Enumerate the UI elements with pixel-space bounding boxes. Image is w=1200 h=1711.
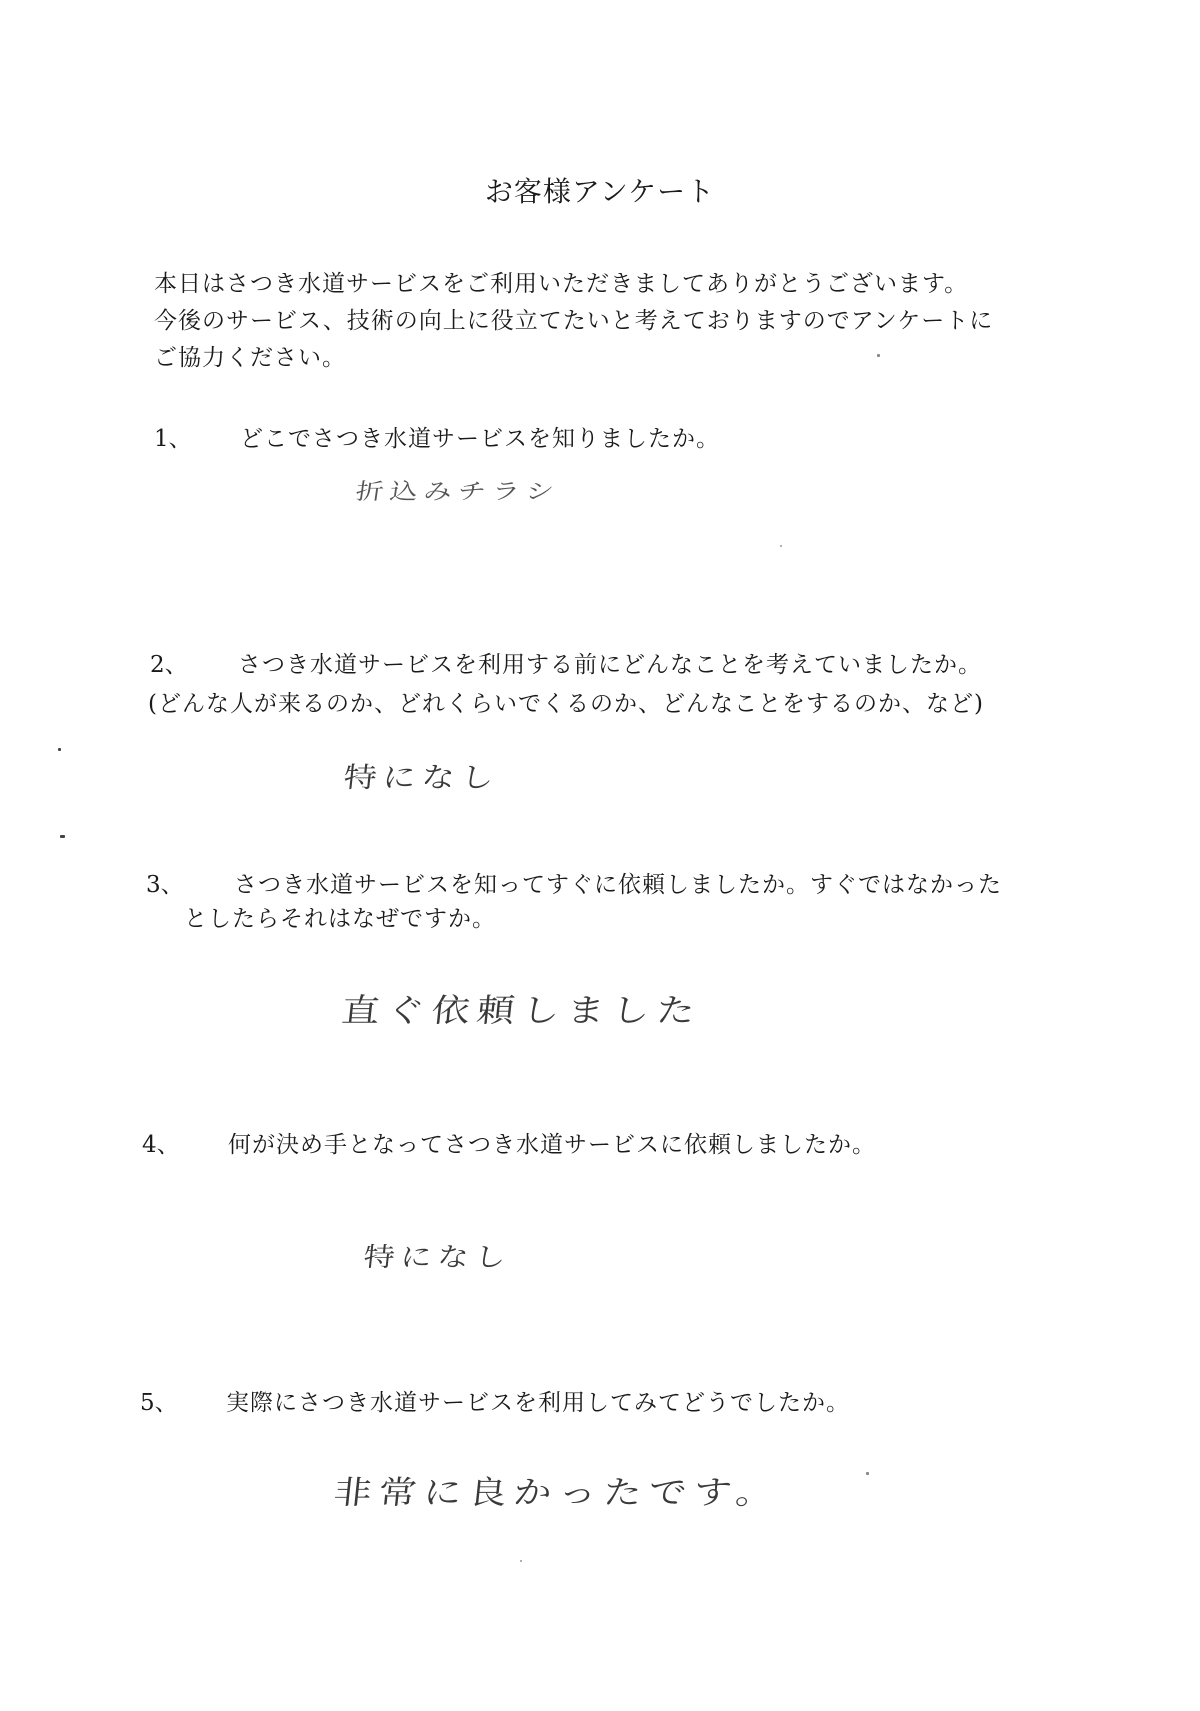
question-text: さつき水道サービスを利用する前にどんなことを考えていましたか。 [238,652,982,678]
page-title: お客様アンケート [484,175,716,208]
scan-speck [58,748,61,751]
scan-speck [780,545,782,547]
intro-paragraph [154,266,1074,377]
question-text: 何が決め手となってさつき水道サービスに依頼しましたか。 [228,1132,876,1158]
question-subtext: (どんな人が来るのか、どれくらいでくるのか、どんなことをするのか、など) [148,691,984,717]
scan-speck [60,835,65,838]
question-number: 2、 [150,652,188,678]
question-number: 4、 [142,1132,180,1158]
question-text: 実際にさつき水道サービスを利用してみてどうでしたか。 [226,1390,850,1416]
scan-speck [866,1472,869,1475]
question-number: 5、 [140,1390,178,1416]
question-text: さつき水道サービスを知ってすぐに依頼しましたか。すぐではなかった [234,872,1002,898]
question-number: 1、 [154,426,192,452]
handwritten-answer: 特になし [342,760,502,794]
handwritten-answer: 折込みチラシ [353,478,562,505]
scan-speck [877,354,880,357]
intro-line: 今後のサービス、技術の向上に役立てたいと考えておりますのでアンケートに [154,308,994,334]
handwritten-answer: 特になし [362,1242,514,1273]
scan-speck [520,1560,522,1562]
question-number: 3、 [146,872,184,898]
handwritten-answer: 非常に良かったです。 [331,1473,783,1512]
intro-line: ご協力ください。 [154,345,346,371]
question-text: どこでさつき水道サービスを知りましたか。 [240,426,720,452]
intro-line: 本日はさつき水道サービスをご利用いただきましてありがとうございます。 [154,271,969,297]
question-subtext: としたらそれはなぜですか。 [184,906,496,932]
handwritten-answer: 直ぐ依頼しました [339,991,704,1030]
